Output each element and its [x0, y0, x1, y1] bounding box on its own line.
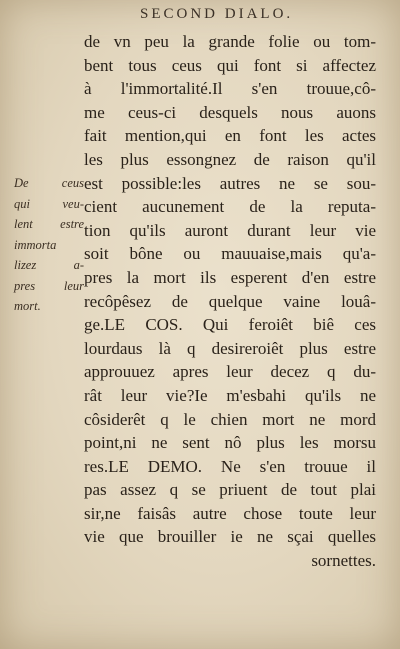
- marginal-note: [14, 173, 84, 317]
- text-line: soit bône ou mauuaise,mais qu'a-: [84, 244, 376, 264]
- marginal-note-line: immorta: [14, 237, 57, 252]
- text-line: sornettes.: [311, 551, 376, 571]
- text-line: les plus essongnez de raison qu'il: [84, 149, 376, 169]
- marginal-note-line: lent estre: [14, 217, 84, 231]
- text-line: ge.LE COS. Qui feroiêt biê ces: [84, 315, 376, 335]
- marginal-note-line: lizez a-: [14, 258, 84, 272]
- text-line: fait mention,qui en font les actes: [84, 126, 376, 146]
- running-head: SECOND DIALO.: [140, 6, 294, 22]
- body-text: [84, 30, 376, 573]
- marginal-note-line: qui veu-: [14, 196, 84, 211]
- text-line: lourdaus là q desireroiêt plus estre: [84, 338, 376, 358]
- text-line: point,ni ne sent nô plus les morsu: [84, 433, 376, 453]
- text-line: pas assez q se priuent de tout plai: [84, 480, 376, 500]
- marginal-note-line: mort.: [14, 299, 41, 313]
- text-line: rât leur vie?Ie m'esbahi qu'ils ne: [84, 385, 376, 405]
- text-line: approuuez apres leur decez q du-: [84, 362, 376, 382]
- text-line: pres la mort ils esperent d'en estre: [84, 267, 376, 287]
- text-line: est possible:les autres ne se sou-: [84, 173, 376, 193]
- text-line: côsiderêt q le chien mort ne mord: [84, 409, 376, 429]
- text-line: recôpêsez de quelque vaine louâ-: [84, 291, 376, 311]
- text-line: vie que brouiller ie ne sçai quelles: [84, 527, 376, 547]
- text-line: me ceus-ci desquels nous auons: [84, 102, 376, 122]
- text-line: de vn peu la grande folie ou tom-: [84, 32, 376, 51]
- text-line: bent tous ceus qui font si affectez: [84, 55, 376, 75]
- text-line: cient aucunement de la reputa-: [84, 197, 376, 217]
- text-line: tion qu'ils auront durant leur vie: [84, 220, 376, 240]
- marginal-note-line: De ceus: [14, 176, 84, 190]
- text-line: à l'immortalité.Il s'en trouue,cô-: [84, 79, 376, 99]
- text-line: sir,ne faisâs autre chose toute leur: [84, 503, 376, 523]
- text-line: res.LE DEMO. Ne s'en trouue il: [84, 456, 376, 476]
- marginal-note-line: pres leur: [14, 278, 84, 293]
